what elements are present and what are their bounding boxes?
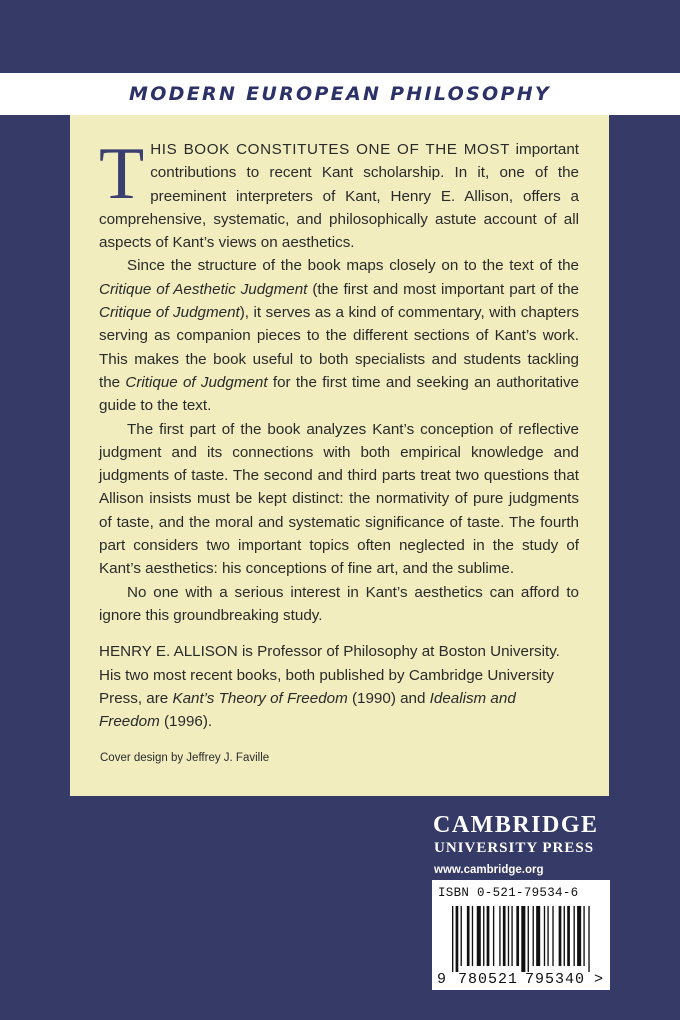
- p2-text-d: for the first time and seeking an authoritative guide to the text.: [99, 373, 579, 415]
- barcode-bar: [583, 906, 584, 966]
- barcode-bar: [588, 906, 589, 972]
- p2-text-b: (the first and most important part of the: [307, 280, 579, 298]
- p2-text-a: Since the structure of the book maps closely on to the text of the: [127, 257, 579, 275]
- barcode-bar: [516, 906, 519, 966]
- barcode-bar: [499, 906, 500, 966]
- barcode-bar: [477, 906, 481, 966]
- p2-title-3: Critique of Judgment: [125, 373, 268, 391]
- barcode-bar: [452, 906, 453, 972]
- barcode-bars: [452, 906, 590, 972]
- isbn-barcode-box: [432, 880, 610, 990]
- barcode-bar: [467, 906, 470, 966]
- barcode-bar: [536, 906, 540, 966]
- barcode-bar: [547, 906, 548, 966]
- barcode-bar: [487, 906, 490, 966]
- barcode-bar: [493, 906, 494, 966]
- barcode-bar: [472, 906, 473, 966]
- bio-title-1: Kant’s Theory of Freedom: [172, 689, 348, 707]
- blurb-text: [99, 133, 579, 733]
- barcode: [436, 904, 606, 986]
- drop-cap: T: [99, 133, 145, 215]
- bio-title-2: Idealism and Freedom: [99, 689, 516, 731]
- barcode-bar: [511, 906, 512, 966]
- barcode-bar: [528, 906, 529, 972]
- isbn-label: ISBN 0-521-79534-6: [438, 886, 579, 900]
- blurb-paragraph-3: The first part of the book analyzes Kant’s conception of reflective judgment and its connections with both empirical knowledge and judgments of taste. The second and third parts treat two questions that Allison insists must be kept distinct: the normativity of pure judgments of taste, and the moral and systematic significance of taste. The fourth part considers two important topics often neglected in the study of Kant’s aesthetics: his conceptions of fine art, and the sublime.: [99, 420, 579, 578]
- bio-text-a: HENRY E. ALLISON is Professor of Philosophy at Boston University. His two most recent books, both published by Cambridge University Press, are: [99, 643, 560, 707]
- cover-design-credit: Cover design by Jeffrey J. Faville: [100, 752, 270, 764]
- bio-text-b: (1990) and: [347, 689, 430, 707]
- barcode-bar: [508, 906, 509, 966]
- barcode-bar: [461, 906, 462, 966]
- barcode-bar: [544, 906, 545, 966]
- barcode-digit-tail: >: [594, 971, 604, 986]
- barcode-bar: [483, 906, 484, 966]
- p2-title-1: Critique of Aesthetic Judgment: [99, 280, 308, 298]
- barcode-bar: [521, 906, 525, 972]
- publisher-url: www.cambridge.org: [434, 864, 544, 876]
- blurb-paragraph-4: No one with a serious interest in Kant’s aesthetics can afford to ignore this groundbreaking study.: [99, 583, 579, 624]
- barcode-bar: [564, 906, 565, 966]
- blurb-p1-rest: important contributions to recent Kant scholarship. In it, one of the preeminent interpreters of Kant, Henry E. Allison, offers a comprehensive, systematic, and philosophically astute account of all aspects of Kant’s views on aesthetics.: [99, 141, 579, 252]
- publisher-name: CAMBRIDGE: [433, 812, 599, 838]
- p2-text-c: ), it serves as a kind of commentary, with chapters serving as companion pieces to the different sections of Kant’s work. This makes the book useful to both specialists and students tackling the: [99, 304, 579, 391]
- bio-text-c: (1996).: [159, 713, 213, 731]
- barcode-bar: [456, 906, 459, 972]
- barcode-digits-left: 780521: [458, 971, 519, 986]
- barcode-bar: [533, 906, 534, 966]
- barcode-digit-lead: 9: [437, 971, 447, 986]
- blurb-paragraph-2: [99, 254, 579, 417]
- publisher-logo: [433, 812, 599, 876]
- publisher-line2: UNIVERSITY PRESS: [434, 840, 595, 856]
- barcode-bar: [577, 906, 581, 966]
- blurb-paragraph-1: [99, 133, 579, 254]
- barcode-bar: [503, 906, 506, 966]
- barcode-bar: [574, 906, 575, 966]
- lead-caps: HIS BOOK CONSTITUTES ONE OF THE MOST: [150, 141, 511, 158]
- barcode-digits-right: 795340: [525, 971, 586, 986]
- p2-title-2: Critique of Judgment: [99, 304, 240, 322]
- author-bio: [99, 640, 579, 733]
- barcode-bar: [552, 906, 553, 966]
- series-banner: [0, 73, 680, 115]
- series-title: MODERN EUROPEAN PHILOSOPHY: [129, 83, 551, 105]
- barcode-bar: [559, 906, 562, 966]
- barcode-bar: [567, 906, 570, 966]
